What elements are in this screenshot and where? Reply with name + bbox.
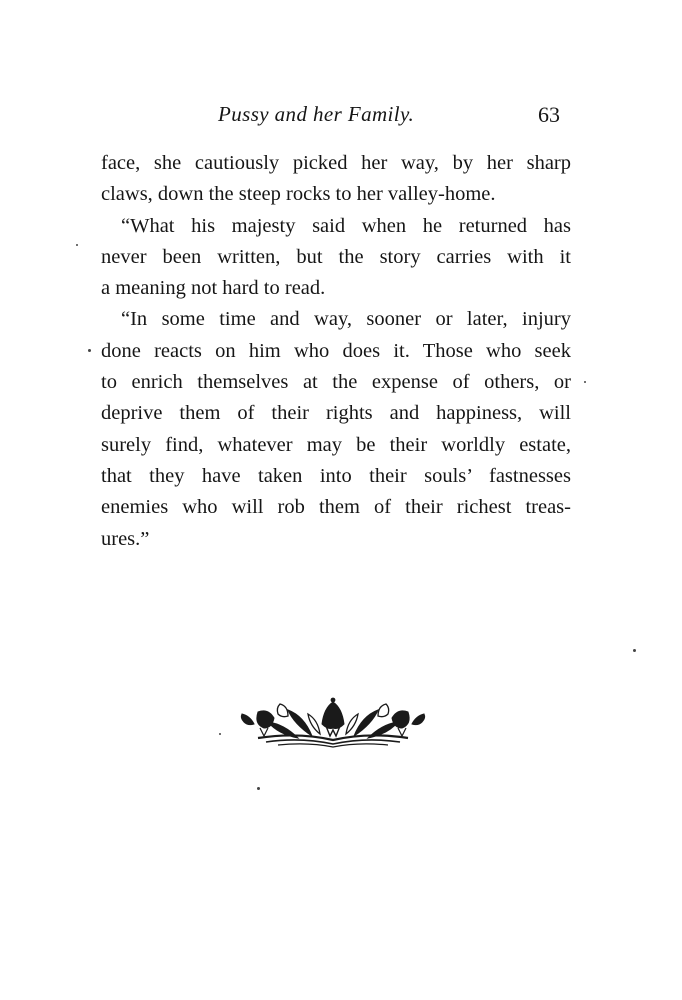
text-line: done reacts on him who does it. Those who seek [101,339,571,362]
text-line: enemies who will rob them of their richest treas- [101,496,571,519]
text-line: never been written, but the story carries with it [101,245,571,268]
text-line: surely find, whatever may be their worldly estate, [101,433,571,456]
paper-speck [584,381,586,383]
paper-speck [219,733,221,735]
text-line: deprive them of their rights and happiness, will [101,402,571,425]
text-line: “What his majesty said when he returned has [121,214,571,237]
text-line: a meaning not hard to read. [101,277,326,300]
text-line: claws, down the steep rocks to her valley-home. [101,183,496,206]
paper-speck [88,349,91,352]
text-line: that they have taken into their souls’ fastnesses [101,464,571,487]
text-line: to enrich themselves at the expense of others, or [101,371,571,394]
running-title: Pussy and her Family. [218,102,415,126]
running-head [0,100,682,132]
paper-speck [633,649,636,652]
text-line: face, she cautiously picked her way, by her sharp [101,152,571,174]
page-number: 63 [538,102,560,127]
floral-tailpiece-icon [238,694,428,752]
text-line: “In some time and way, sooner or later, injury [121,308,571,331]
paper-speck [76,244,78,246]
body-text [101,148,571,555]
paper-speck [257,787,260,790]
text-line: ures.” [101,527,150,550]
